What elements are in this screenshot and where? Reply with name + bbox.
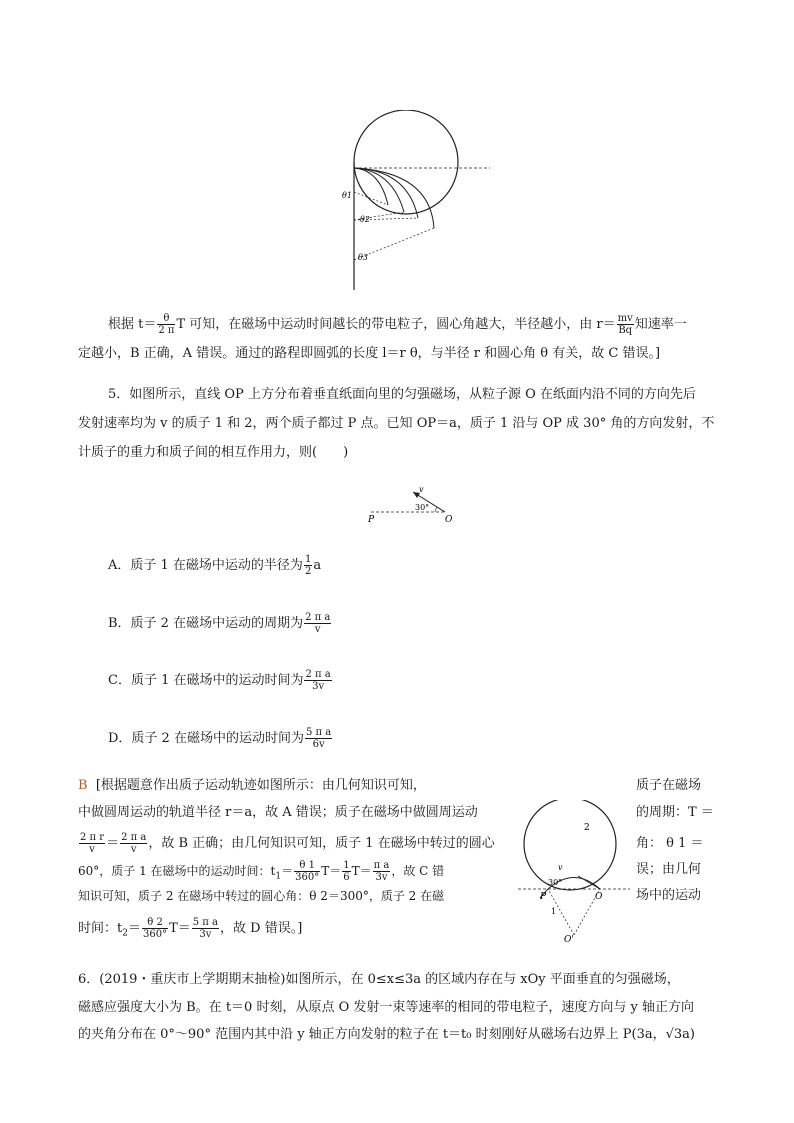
frac-num: mv xyxy=(617,313,633,324)
frac-num: θ 1 xyxy=(294,860,320,872)
para1-text-a: 根据 t＝ xyxy=(108,317,157,332)
ans5-text4d: T＝ xyxy=(351,864,372,878)
ans5-text6c: T＝ xyxy=(169,921,191,936)
q5-line2: 发射速率均为 v 的质子 1 和 2，两个质子都过 P 点。已知 OP＝a，质子 1 沿与 OP 成 30° 角的方向发射，不 xyxy=(78,416,715,431)
frac-num: 1 xyxy=(343,860,350,871)
frac-num: 2 π a xyxy=(305,612,331,623)
frac-den: 6 xyxy=(343,872,350,883)
solution-paragraph-line2: 定越小，B 正确，A 错误。通过的路程即圆弧的长度 l＝r θ，与半径 r 和圆心角 θ 有关，故 C 错误。] xyxy=(78,346,661,361)
solution-paragraph-line1 xyxy=(108,313,687,336)
ans5-line5: 知识可知，质子 2 在磁场中转过的圆心角：θ 2＝300°，质子 2 在磁 xyxy=(78,889,445,903)
ans5-text4e: ，故 C 错 xyxy=(391,864,445,878)
option-c-text: C．质子 1 在磁场中的运动时间为 xyxy=(108,673,304,688)
angle-label: 30° xyxy=(415,503,430,512)
frac-num: 2 π a xyxy=(121,832,147,843)
label-o: O xyxy=(595,892,603,902)
ans5-line1 xyxy=(78,776,426,796)
ans5-text4b: ＝ xyxy=(281,864,294,878)
ans5-line3 xyxy=(78,832,495,855)
frac-num: 5 π a xyxy=(192,917,219,928)
frac-den: 2 xyxy=(304,566,312,577)
q6-line1: 6．(2019・重庆市上学期期末抽检)如图所示，在 0≤x≤3a 的区域内存在与 xOy 平面垂直的匀强磁场， xyxy=(78,972,680,987)
frac-den: 3v xyxy=(312,681,325,692)
frac-den: 6v xyxy=(312,739,325,750)
ans5-text6a: 时间：t xyxy=(78,921,123,936)
frac-num: 1 xyxy=(304,554,312,565)
frac-num: 2 π r xyxy=(80,832,105,843)
fraction-pia-3v xyxy=(373,860,391,883)
frac-den: 360° xyxy=(142,929,168,940)
frac-den: 3v xyxy=(375,872,388,883)
theta3-label: θ3 xyxy=(358,253,368,262)
label-30: 30° xyxy=(548,878,563,887)
theta2-label: θ2 xyxy=(360,215,370,224)
ans5-text4c: T＝ xyxy=(321,864,342,878)
option-c xyxy=(108,669,333,692)
option-d-fraction xyxy=(305,727,332,750)
label-2: 2 xyxy=(584,823,590,833)
option-a-text: A．质子 1 在磁场中运动的半径为 xyxy=(108,558,303,573)
option-b-text: B．质子 2 在磁场中运动的周期为 xyxy=(108,616,304,631)
fraction-theta2-360 xyxy=(142,917,168,940)
angle-arc xyxy=(435,507,437,512)
frac-den: v xyxy=(314,624,321,635)
frac-den: 2 π xyxy=(158,325,175,336)
radius-dashed-1 xyxy=(354,192,388,205)
fraction-2pia-v xyxy=(120,832,147,855)
theta1-label: θ1 xyxy=(342,191,352,200)
fraction-theta-2pi xyxy=(157,313,175,336)
option-a-tail: a xyxy=(313,558,322,573)
p-label: P xyxy=(368,515,375,525)
answer-figure xyxy=(518,800,638,945)
frac-num: 2 π a xyxy=(305,669,331,680)
equals: ＝ xyxy=(106,836,120,851)
fraction-5pia-3v xyxy=(192,917,219,940)
frac-den: v xyxy=(130,844,137,855)
q6-line3: 的夹角分布在 0°～90° 范围内其中沿 y 轴正方向发射的粒子在 t＝t₀ 时刻刚好从磁场右边界上 P(3a，√3a) xyxy=(78,1027,695,1042)
option-b-fraction xyxy=(304,612,331,635)
sub-2: 2 xyxy=(122,928,128,939)
right-col-2: 的周期：T ＝ xyxy=(636,805,714,820)
option-a-fraction xyxy=(304,554,312,577)
option-c-fraction xyxy=(304,669,331,692)
right-col-4: 误；由几何 xyxy=(636,862,702,877)
fraction-1-6 xyxy=(342,860,350,883)
label-1: 1 xyxy=(551,907,557,916)
label-v: v xyxy=(558,863,563,872)
label-o-prime: O' xyxy=(564,935,574,945)
frac-num: 5 π a xyxy=(305,727,332,738)
figure-arcs xyxy=(330,110,500,300)
fraction-theta1-360 xyxy=(294,860,320,883)
fraction-2pir-v xyxy=(79,832,105,855)
frac-den: 3v xyxy=(199,929,212,940)
frac-num: θ xyxy=(157,313,175,325)
q5-line1: 5．如图所示，直线 OP 上方分布着垂直纸面向里的匀强磁场，从粒子源 O 在纸面内沿不同的方向先后 xyxy=(108,387,696,402)
trajectory-circle-2 xyxy=(524,800,616,890)
right-col-3: 角： θ 1 ＝ xyxy=(636,836,704,851)
frac-den: v xyxy=(89,844,95,855)
field-circle xyxy=(354,110,458,214)
q5-line3: 计质子的重力和质子间的相互作用力，则( ) xyxy=(78,445,349,460)
ans5-text3: ，故 B 正确；由几何知识可知，质子 1 在磁场中转过的圆心 xyxy=(148,836,495,851)
para1-text-b: T 可知，在磁场中运动时间越长的带电粒子，圆心角越大，半径越小，由 r＝ xyxy=(176,317,616,332)
ans5-text4a: 60°，质子 1 在磁场中的运动时间：t xyxy=(78,864,276,878)
right-col-1: 质子在磁场 xyxy=(636,778,702,793)
ans5-line2: 中做圆周运动的轨道半径 r＝a，故 A 错误；质子在磁场中做圆周运动 xyxy=(78,805,478,820)
para1-text-c: 知速率一 xyxy=(634,317,687,332)
ans5-line6 xyxy=(78,917,302,944)
option-d xyxy=(108,727,333,750)
option-a xyxy=(108,554,321,577)
frac-num: θ 2 xyxy=(142,917,168,929)
frac-den: 360° xyxy=(295,872,320,883)
ans5-line4 xyxy=(78,860,444,886)
q5-figure xyxy=(365,482,465,527)
option-d-text: D．质子 2 在磁场中的运动时间为 xyxy=(108,731,304,746)
option-b xyxy=(108,612,332,635)
label-p: P xyxy=(540,892,547,902)
ans5-text6d: ，故 D 错误。] xyxy=(220,921,303,936)
frac-num: π a xyxy=(373,860,390,871)
fraction-mv-bq xyxy=(617,313,634,336)
velocity-arrow-o xyxy=(578,876,600,889)
frac-den: Bq xyxy=(618,325,633,336)
o-label: O xyxy=(445,515,453,525)
answer-letter: B xyxy=(78,778,88,793)
v-label: v xyxy=(419,485,424,494)
right-col-5: 场中的运动 xyxy=(636,888,702,903)
ans5-text1: [根据题意作出质子运动轨迹如图所示：由几何知识可知， xyxy=(95,778,426,793)
sub-1: 1 xyxy=(275,871,282,882)
ans5-text6b: ＝ xyxy=(127,921,141,936)
q6-line2: 磁感应强度大小为 B。在 t＝0 时刻，从原点 O 发射一束等速率的相同的带电粒子，速度方向与 y 轴正方向 xyxy=(78,1000,694,1015)
